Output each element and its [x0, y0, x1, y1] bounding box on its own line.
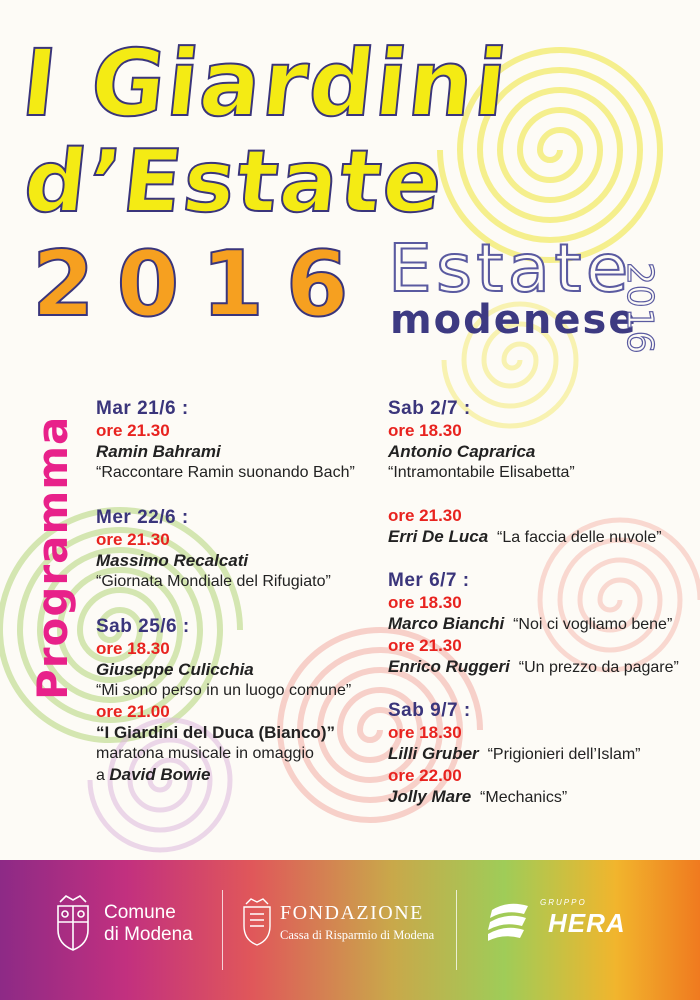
programma-label: Programma — [28, 415, 77, 700]
fondazione-crest-icon — [240, 896, 274, 948]
event-block — [96, 507, 396, 592]
event-title: “Prigionieri dell’Islam” — [487, 746, 641, 763]
event-title — [96, 764, 396, 786]
event-date: Sab 25/6 : — [96, 616, 190, 637]
event-block — [96, 398, 396, 483]
fondazione-label-line-1: FONDAZIONE — [280, 902, 424, 924]
event-title: “Giornata Mondiale del Rifugiato” — [96, 573, 331, 590]
event-date: Mer 6/7 : — [388, 570, 470, 591]
event-time: ore 18.30 — [388, 593, 462, 612]
title-year: 2016 — [32, 232, 371, 337]
estate-modenese-logo-modenese: modenese — [390, 297, 638, 343]
hera-wave-icon — [488, 900, 552, 950]
comune-label-line-1: Comune — [104, 902, 176, 923]
event-title: “Intramontabile Elisabetta” — [388, 464, 575, 481]
event-date: Mer 22/6 : — [96, 507, 189, 528]
event-time: ore 21.00 — [96, 702, 170, 721]
footer-divider — [222, 890, 223, 970]
event-time: ore 21.30 — [96, 421, 170, 440]
event-title: “Un prezzo da pagare” — [518, 659, 679, 676]
event-block — [96, 616, 396, 786]
event-guest: Giuseppe Culicchia — [96, 660, 254, 679]
program-column-2 — [388, 398, 698, 808]
event-guest: David Bowie — [109, 765, 211, 784]
event-time: ore 22.00 — [388, 766, 462, 785]
event-title: “La faccia delle nuvole” — [497, 529, 662, 546]
event-guest: Lilli Gruber — [388, 744, 479, 763]
event-guest: Marco Bianchi — [388, 614, 505, 633]
event-block — [388, 700, 698, 808]
sponsor-footer — [0, 860, 700, 1000]
event-time: ore 18.30 — [96, 639, 170, 658]
event-time: ore 18.30 — [388, 723, 462, 742]
hera-label: HERA — [548, 908, 626, 938]
event-guest: Massimo Recalcati — [96, 551, 249, 570]
event-block — [388, 570, 698, 678]
event-title-prefix: a — [96, 767, 110, 784]
comune-crest-icon — [52, 892, 94, 954]
event-time: ore 21.30 — [388, 636, 462, 655]
event-time: ore 18.30 — [388, 421, 462, 440]
fondazione-label-line-2: Cassa di Risparmio di Modena — [280, 928, 435, 942]
event-title: “Raccontare Ramin suonando Bach” — [96, 464, 355, 481]
program-column-1 — [96, 398, 396, 786]
event-title: “Mechanics” — [480, 789, 568, 806]
comune-label-line-2: di Modena — [104, 924, 193, 945]
event-guest: “I Giardini del Duca (Bianco)” — [96, 723, 335, 742]
event-time: ore 21.30 — [96, 530, 170, 549]
event-date: Mar 21/6 : — [96, 398, 189, 419]
event-guest: Enrico Ruggeri — [388, 657, 510, 676]
gruppo-label: GRUPPO — [540, 898, 587, 907]
event-block — [388, 398, 698, 548]
event-title: “Mi sono perso in un luogo comune” — [96, 682, 352, 699]
event-date: Sab 2/7 : — [388, 398, 471, 419]
event-guest: Ramin Bahrami — [96, 442, 221, 461]
title-line-2: d’Estate — [19, 132, 449, 232]
event-guest: Jolly Mare — [388, 787, 472, 806]
event-guest: Antonio Caprarica — [388, 442, 536, 461]
event-title: maratona musicale in omaggio — [96, 745, 314, 762]
estate-modenese-logo-estate: Estate — [388, 230, 633, 307]
event-title: “Noi ci vogliamo bene” — [513, 616, 673, 633]
event-time: ore 21.30 — [388, 506, 462, 525]
title-line-1: I Giardini — [16, 30, 514, 137]
event-date: Sab 9/7 : — [388, 700, 471, 721]
estate-modenese-logo-year: 2016 — [619, 262, 660, 354]
footer-divider — [456, 890, 457, 970]
event-guest: Erri De Luca — [388, 527, 489, 546]
